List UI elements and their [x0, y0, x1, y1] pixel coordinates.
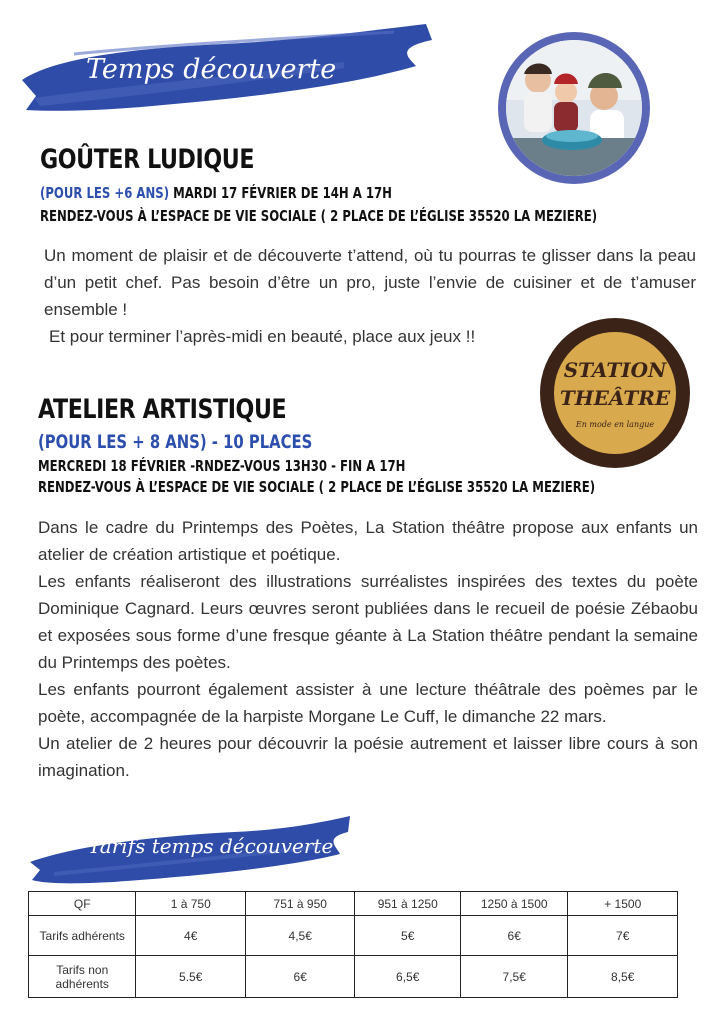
children-cooking-photo: [506, 40, 642, 176]
table-cell: 5.5€: [136, 956, 246, 998]
header-banner: [14, 18, 434, 118]
tarifs-title: Tarifs temps découverte: [88, 834, 334, 858]
table-cell: QF: [29, 892, 136, 916]
event1-location: RENDEZ-VOUS À L’ESPACE DE VIE SOCIALE ( 2 PLACE DE L’ÉGLISE 35520 LA MEZIERE): [40, 207, 598, 225]
station-theatre-logo: [540, 318, 690, 468]
table-cell: 7€: [568, 916, 678, 956]
event1-info: [40, 184, 392, 202]
table-cell: 4€: [136, 916, 246, 956]
table-cell: Tarifs adhérents: [29, 916, 136, 956]
table-cell: 1 à 750: [136, 892, 246, 916]
table-cell: 6,5€: [355, 956, 460, 998]
banner-title: Temps découverte: [86, 54, 337, 85]
logo-line1: STATION: [563, 358, 667, 382]
table-cell: 8,5€: [568, 956, 678, 998]
table-cell: 4,5€: [245, 916, 355, 956]
table-cell: 951 à 1250: [355, 892, 460, 916]
event1-age: (POUR LES +6 ANS): [40, 184, 170, 202]
event2-paragraph: Dans le cadre du Printemps des Poètes, La Station théâtre propose aux enfants un atelier de création artistique et poétique.: [38, 518, 698, 564]
event2-description: [38, 514, 698, 784]
event1-title: GOÛTER LUDIQUE: [40, 144, 255, 175]
table-cell: 6€: [460, 916, 567, 956]
event2-title: ATELIER ARTISTIQUE: [38, 394, 287, 425]
table-cell: Tarifs non adhérents: [29, 956, 136, 998]
table-cell: 7,5€: [460, 956, 567, 998]
tarifs-banner: [24, 812, 354, 888]
logo-line2: THEÂTRE: [559, 386, 671, 410]
table-row: [29, 956, 678, 998]
event2-paragraph: Les enfants réaliseront des illustrations surréalistes inspirées des textes du poète Dominique Cagnard. Leurs œuvres seront publiées dans le recueil de poésie Zébaobu et exposées sous forme d’une fresque géante à La Station théâtre pendant la semaine du Printemps des poètes.: [38, 572, 698, 672]
event2-age: (POUR LES + 8 ANS) - 10 PLACES: [38, 431, 313, 453]
table-cell: 5€: [355, 916, 460, 956]
tarifs-table: [28, 891, 678, 998]
table-cell: 6€: [245, 956, 355, 998]
table-cell: 1250 à 1500: [460, 892, 567, 916]
table-row: [29, 916, 678, 956]
table-cell: 751 à 950: [245, 892, 355, 916]
logo-tagline: En mode en langue: [575, 420, 655, 429]
event2-paragraph: Un atelier de 2 heures pour découvrir la poésie autrement et laisser libre cours à son imagination.: [38, 734, 698, 780]
event1-paragraph: Un moment de plaisir et de découverte t’attend, où tu pourras te glisser dans la peau d’un petit chef. Pas besoin d’être un pro, juste l’envie de cuisiner et de t’amuser ensemble !: [44, 246, 696, 319]
event1-date: MARDI 17 FÉVRIER DE 14H A 17H: [169, 184, 392, 202]
table-header-row: [29, 892, 678, 916]
event2-paragraph: Les enfants pourront également assister à une lecture théâtrale des poèmes par le poète, accompagnée de la harpiste Morgane Le Cuff, le dimanche 22 mars.: [38, 680, 698, 726]
event2-location: RENDEZ-VOUS À L’ESPACE DE VIE SOCIALE ( 2 PLACE DE L’ÉGLISE 35520 LA MEZIERE): [38, 478, 596, 496]
table-cell: + 1500: [568, 892, 678, 916]
event2-date: MERCREDI 18 FÉVRIER -RNDEZ-VOUS 13H30 - FIN A 17H: [38, 457, 406, 475]
event1-paragraph: Et pour terminer l’après-midi en beauté, place aux jeux !!: [49, 327, 476, 346]
photo-frame: [498, 32, 650, 184]
